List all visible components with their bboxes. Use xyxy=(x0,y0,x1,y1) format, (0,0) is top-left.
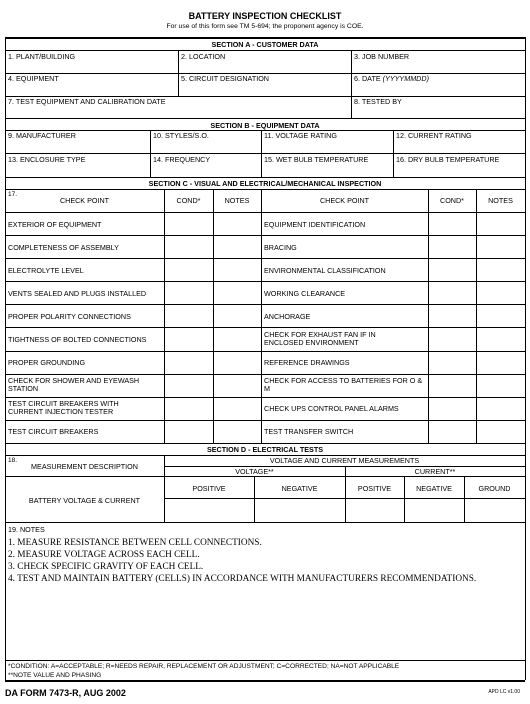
item-18-number: 18. xyxy=(8,457,18,464)
check-electrolyte-level: ELECTROLYTE LEVEL xyxy=(8,266,84,275)
notes-label: 19. NOTES xyxy=(8,525,45,534)
voltage-header: VOLTAGE** xyxy=(235,467,274,476)
battery-voltage-current-label: BATTERY VOLTAGE & CURRENT xyxy=(28,496,141,505)
date-format: (YYYYMMDD) xyxy=(382,74,429,83)
frame-right xyxy=(525,37,526,680)
check-environmental-classification: ENVIRONMENTAL CLASSIFICATION xyxy=(264,266,386,275)
form-subtitle: For use of this form see TM 5-694; the proponent agency is COE. xyxy=(166,23,364,30)
section-d-header: SECTION D - ELECTRICAL TESTS xyxy=(206,445,324,454)
current-rating-field[interactable]: 12. CURRENT RATING xyxy=(396,131,472,140)
note-line-3: 3. CHECK SPECIFIC GRAVITY OF EACH CELL. xyxy=(8,562,204,572)
check-vents-sealed: VENTS SEALED AND PLUGS INSTALLED xyxy=(8,289,147,298)
check-reference-drawings: REFERENCE DRAWINGS xyxy=(264,358,350,367)
left-cond-header: COND* xyxy=(176,196,201,205)
voltage-positive-header: POSITIVE xyxy=(192,484,226,493)
check-working-clearance: WORKING CLEARANCE xyxy=(264,289,346,298)
form-title: BATTERY INSPECTION CHECKLIST xyxy=(188,11,342,21)
note-line-2: 2. MEASURE VOLTAGE ACROSS EACH CELL. xyxy=(8,550,200,560)
current-header: CURRENT** xyxy=(414,467,456,476)
plant-building-field[interactable]: 1. PLANT/BUILDING xyxy=(8,52,76,61)
tested-by-field[interactable]: 8. TESTED BY xyxy=(354,97,402,106)
apd-version: APD LC v1.00 xyxy=(488,689,520,695)
check-access-batteries: CHECK FOR ACCESS TO BATTERIES FOR O & M xyxy=(264,376,423,393)
section-b-header: SECTION B - EQUIPMENT DATA xyxy=(210,121,320,130)
voltage-rating-field[interactable]: 11. VOLTAGE RATING xyxy=(264,131,337,140)
check-bracing: BRACING xyxy=(264,243,297,252)
check-test-circuit-breakers: TEST CIRCUIT BREAKERS xyxy=(8,427,99,436)
frame-top xyxy=(5,37,525,39)
right-notes-header: NOTES xyxy=(488,196,513,205)
frame-bottom xyxy=(5,680,525,682)
condition-footnote: *CONDITION: A=ACCEPTABLE; R=NEEDS REPAIR, REPLACEMENT OR ADJUSTMENT; C=CORRECTED; NA=NOT APPLICABLE xyxy=(8,663,400,670)
check-tightness-bolted: TIGHTNESS OF BOLTED CONNECTIONS xyxy=(8,335,147,344)
dry-bulb-field[interactable]: 16. DRY BULB TEMPERATURE xyxy=(396,155,500,164)
form-id: DA FORM 7473-R, AUG 2002 xyxy=(5,688,126,698)
date-field[interactable] xyxy=(354,75,429,83)
current-negative-header: NEGATIVE xyxy=(416,484,452,493)
check-proper-polarity: PROPER POLARITY CONNECTIONS xyxy=(8,312,131,321)
check-completeness-of-assembly: COMPLETENESS OF ASSEMBLY xyxy=(8,243,119,252)
left-check-point-header: CHECK POINT xyxy=(59,196,110,205)
note-value-footnote: **NOTE VALUE AND PHASING xyxy=(8,672,102,679)
enclosure-type-field[interactable]: 13. ENCLOSURE TYPE xyxy=(8,155,86,164)
manufacturer-field[interactable]: 9. MANUFACTURER xyxy=(8,131,76,140)
current-ground-header: GROUND xyxy=(478,484,511,493)
check-proper-grounding: PROPER GROUNDING xyxy=(8,358,86,367)
check-equipment-identification: EQUIPMENT IDENTIFICATION xyxy=(264,220,366,229)
note-line-1: 1. MEASURE RESISTANCE BETWEEN CELL CONNECTIONS. xyxy=(8,538,262,548)
test-equipment-field[interactable]: 7. TEST EQUIPMENT AND CALIBRATION DATE xyxy=(8,97,166,106)
voltage-negative-header: NEGATIVE xyxy=(281,484,318,493)
date-label: 6. DATE xyxy=(354,74,381,83)
right-check-point-header: CHECK POINT xyxy=(319,196,370,205)
check-transfer-switch: TEST TRANSFER SWITCH xyxy=(264,427,354,436)
left-notes-header: NOTES xyxy=(224,196,250,205)
frequency-field[interactable]: 14. FREQUENCY xyxy=(153,155,211,164)
check-test-breakers-injection: TEST CIRCUIT BREAKERS WITH CURRENT INJECTION TESTER xyxy=(8,399,119,416)
check-ups-alarms: CHECK UPS CONTROL PANEL ALARMS xyxy=(264,404,399,413)
check-shower-eyewash: CHECK FOR SHOWER AND EYEWASH STATION xyxy=(8,376,140,393)
job-number-field[interactable]: 3. JOB NUMBER xyxy=(354,52,410,61)
equipment-field[interactable]: 4. EQUIPMENT xyxy=(8,74,59,83)
frame-left xyxy=(5,37,6,680)
section-c-header: SECTION C - VISUAL AND ELECTRICAL/MECHANICAL INSPECTION xyxy=(148,179,382,188)
check-exhaust-fan: CHECK FOR EXHAUST FAN IF IN ENCLOSED ENVIRONMENT xyxy=(264,330,376,347)
voltage-current-header: VOLTAGE AND CURRENT MEASUREMENTS xyxy=(269,456,420,465)
check-exterior-of-equipment: EXTERIOR OF EQUIPMENT xyxy=(8,220,102,229)
note-line-4: 4. TEST AND MAINTAIN BATTERY (CELLS) IN ACCORDANCE WITH MANUFACTURERS RECOMMENDATIONS. xyxy=(8,574,477,584)
check-anchorage: ANCHORAGE xyxy=(264,312,311,321)
section-a-header: SECTION A - CUSTOMER DATA xyxy=(211,40,319,49)
location-field[interactable]: 2. LOCATION xyxy=(181,52,226,61)
wet-bulb-field[interactable]: 15. WET BULB TEMPERATURE xyxy=(264,155,369,164)
item-17-number: 17. xyxy=(8,191,18,198)
styles-field[interactable]: 10. STYLES/S.O. xyxy=(153,131,209,140)
measurement-description-header: MEASUREMENT DESCRIPTION xyxy=(31,462,138,471)
right-cond-header: COND* xyxy=(440,196,464,205)
circuit-designation-field[interactable]: 5. CIRCUIT DESIGNATION xyxy=(181,74,269,83)
current-positive-header: POSITIVE xyxy=(357,484,392,493)
